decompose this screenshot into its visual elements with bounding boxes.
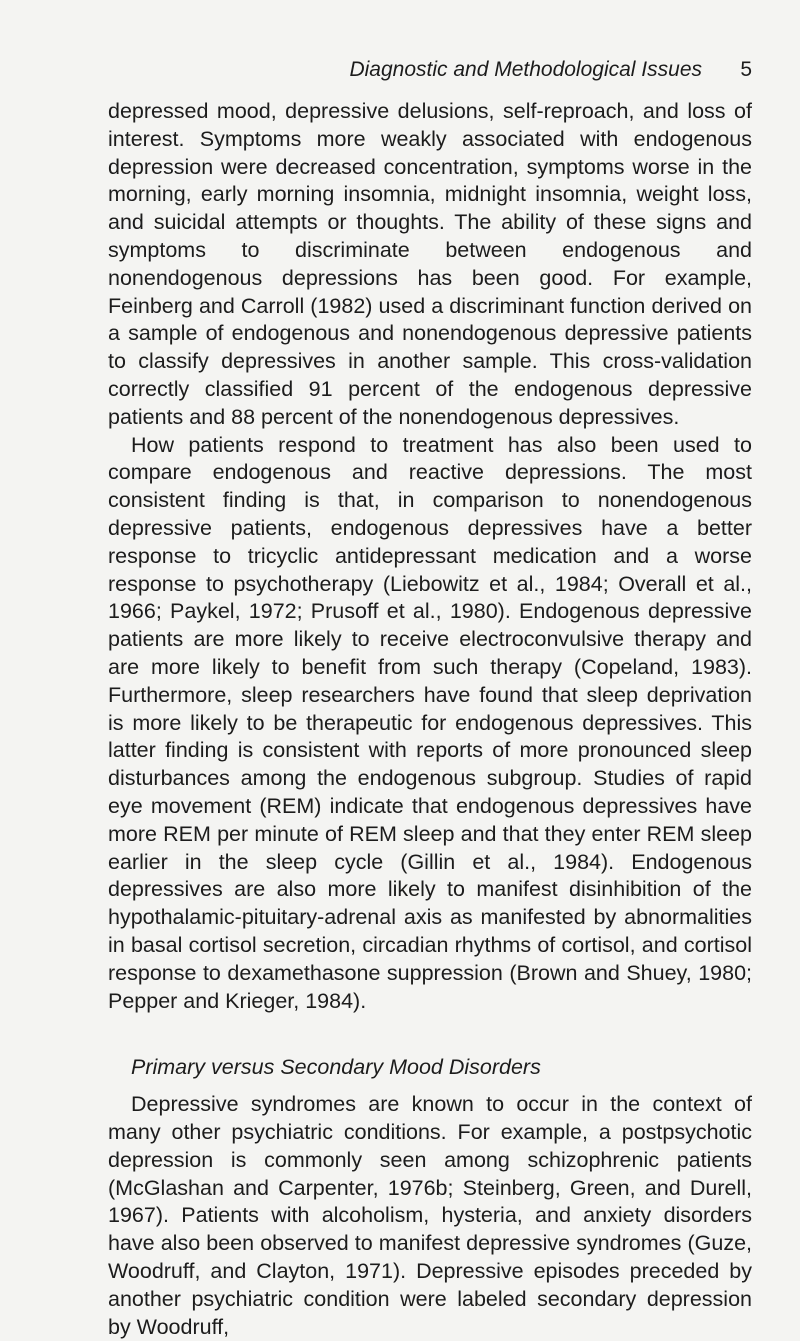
section-heading: Primary versus Secondary Mood Disorders bbox=[131, 1055, 541, 1080]
running-title: Diagnostic and Methodological Issues bbox=[349, 58, 702, 81]
running-head bbox=[108, 56, 752, 84]
paragraph-continued: depressed mood, depressive delusions, self-reproach, and loss of interest. Symptoms more weakly associated with endogenous depression were decreased concentration, symptoms worse in the morning, early morning insomnia, midnight insomnia, weight loss, and suicidal attempts or thoughts. The ability of these signs and symptoms to discriminate between endogenous and nonendogenous depressions has been good. For example, Feinberg and Carroll (1982) used a discriminant function derived on a sample of endogenous and nonendogenous depressive patients to classify depressives in another sample. This cross-validation correctly classified 91 percent of the endogenous depressive patients and 88 percent of the nonendogenous depressives. bbox=[108, 99, 752, 429]
body-text bbox=[108, 98, 752, 1341]
paragraph-secondary-depression: Depressive syndromes are known to occur in the context of many other psychiatric conditions. For example, a postpsychotic depression is commonly seen among schizophrenic patients (McGlashan and Carpenter, 1976b; Steinberg, Green, and Durell, 1967). Patients with alcoholism, hysteria, and anxiety disorders have also been observed to manifest depressive syndromes (Guze, Woodruff, and Clayton, 1971). Depressive episodes preceded by another psychiatric condition were labeled secondary depression by Woodruff, bbox=[108, 1092, 752, 1339]
paragraph-treatment-response: How patients respond to treatment has also been used to compare endogenous and reactive depressions. The most consistent finding is that, in comparison to nonendogenous depressive patients, endogenous depressives have a better response to tricyclic antidepressant medication and a worse response to psychotherapy (Liebowitz et al., 1984; Overall et al., 1966; Paykel, 1972; Prusoff et al., 1980). Endogenous depressive patients are more likely to receive electroconvulsive therapy and are more likely to benefit from such therapy (Copeland, 1983). Furthermore, sleep researchers have found that sleep deprivation is more likely to be therapeutic for endogenous depressives. This latter finding is consistent with reports of more pronounced sleep disturbances among the endogenous subgroup. Studies of rapid eye movement (REM) indicate that endogenous depressives have more REM per minute of REM sleep and that they enter REM sleep earlier in the sleep cycle (Gillin et al., 1984). Endogenous depressives are also more likely to manifest disinhibition of the hypothalamic-pituitary-adrenal axis as manifested by abnormalities in basal cortisol secretion, circadian rhythms of cortisol, and cortisol response to dexamethasone suppression (Brown and Shuey, 1980; Pepper and Krieger, 1984). bbox=[108, 432, 752, 1013]
page-number: 5 bbox=[740, 58, 752, 81]
